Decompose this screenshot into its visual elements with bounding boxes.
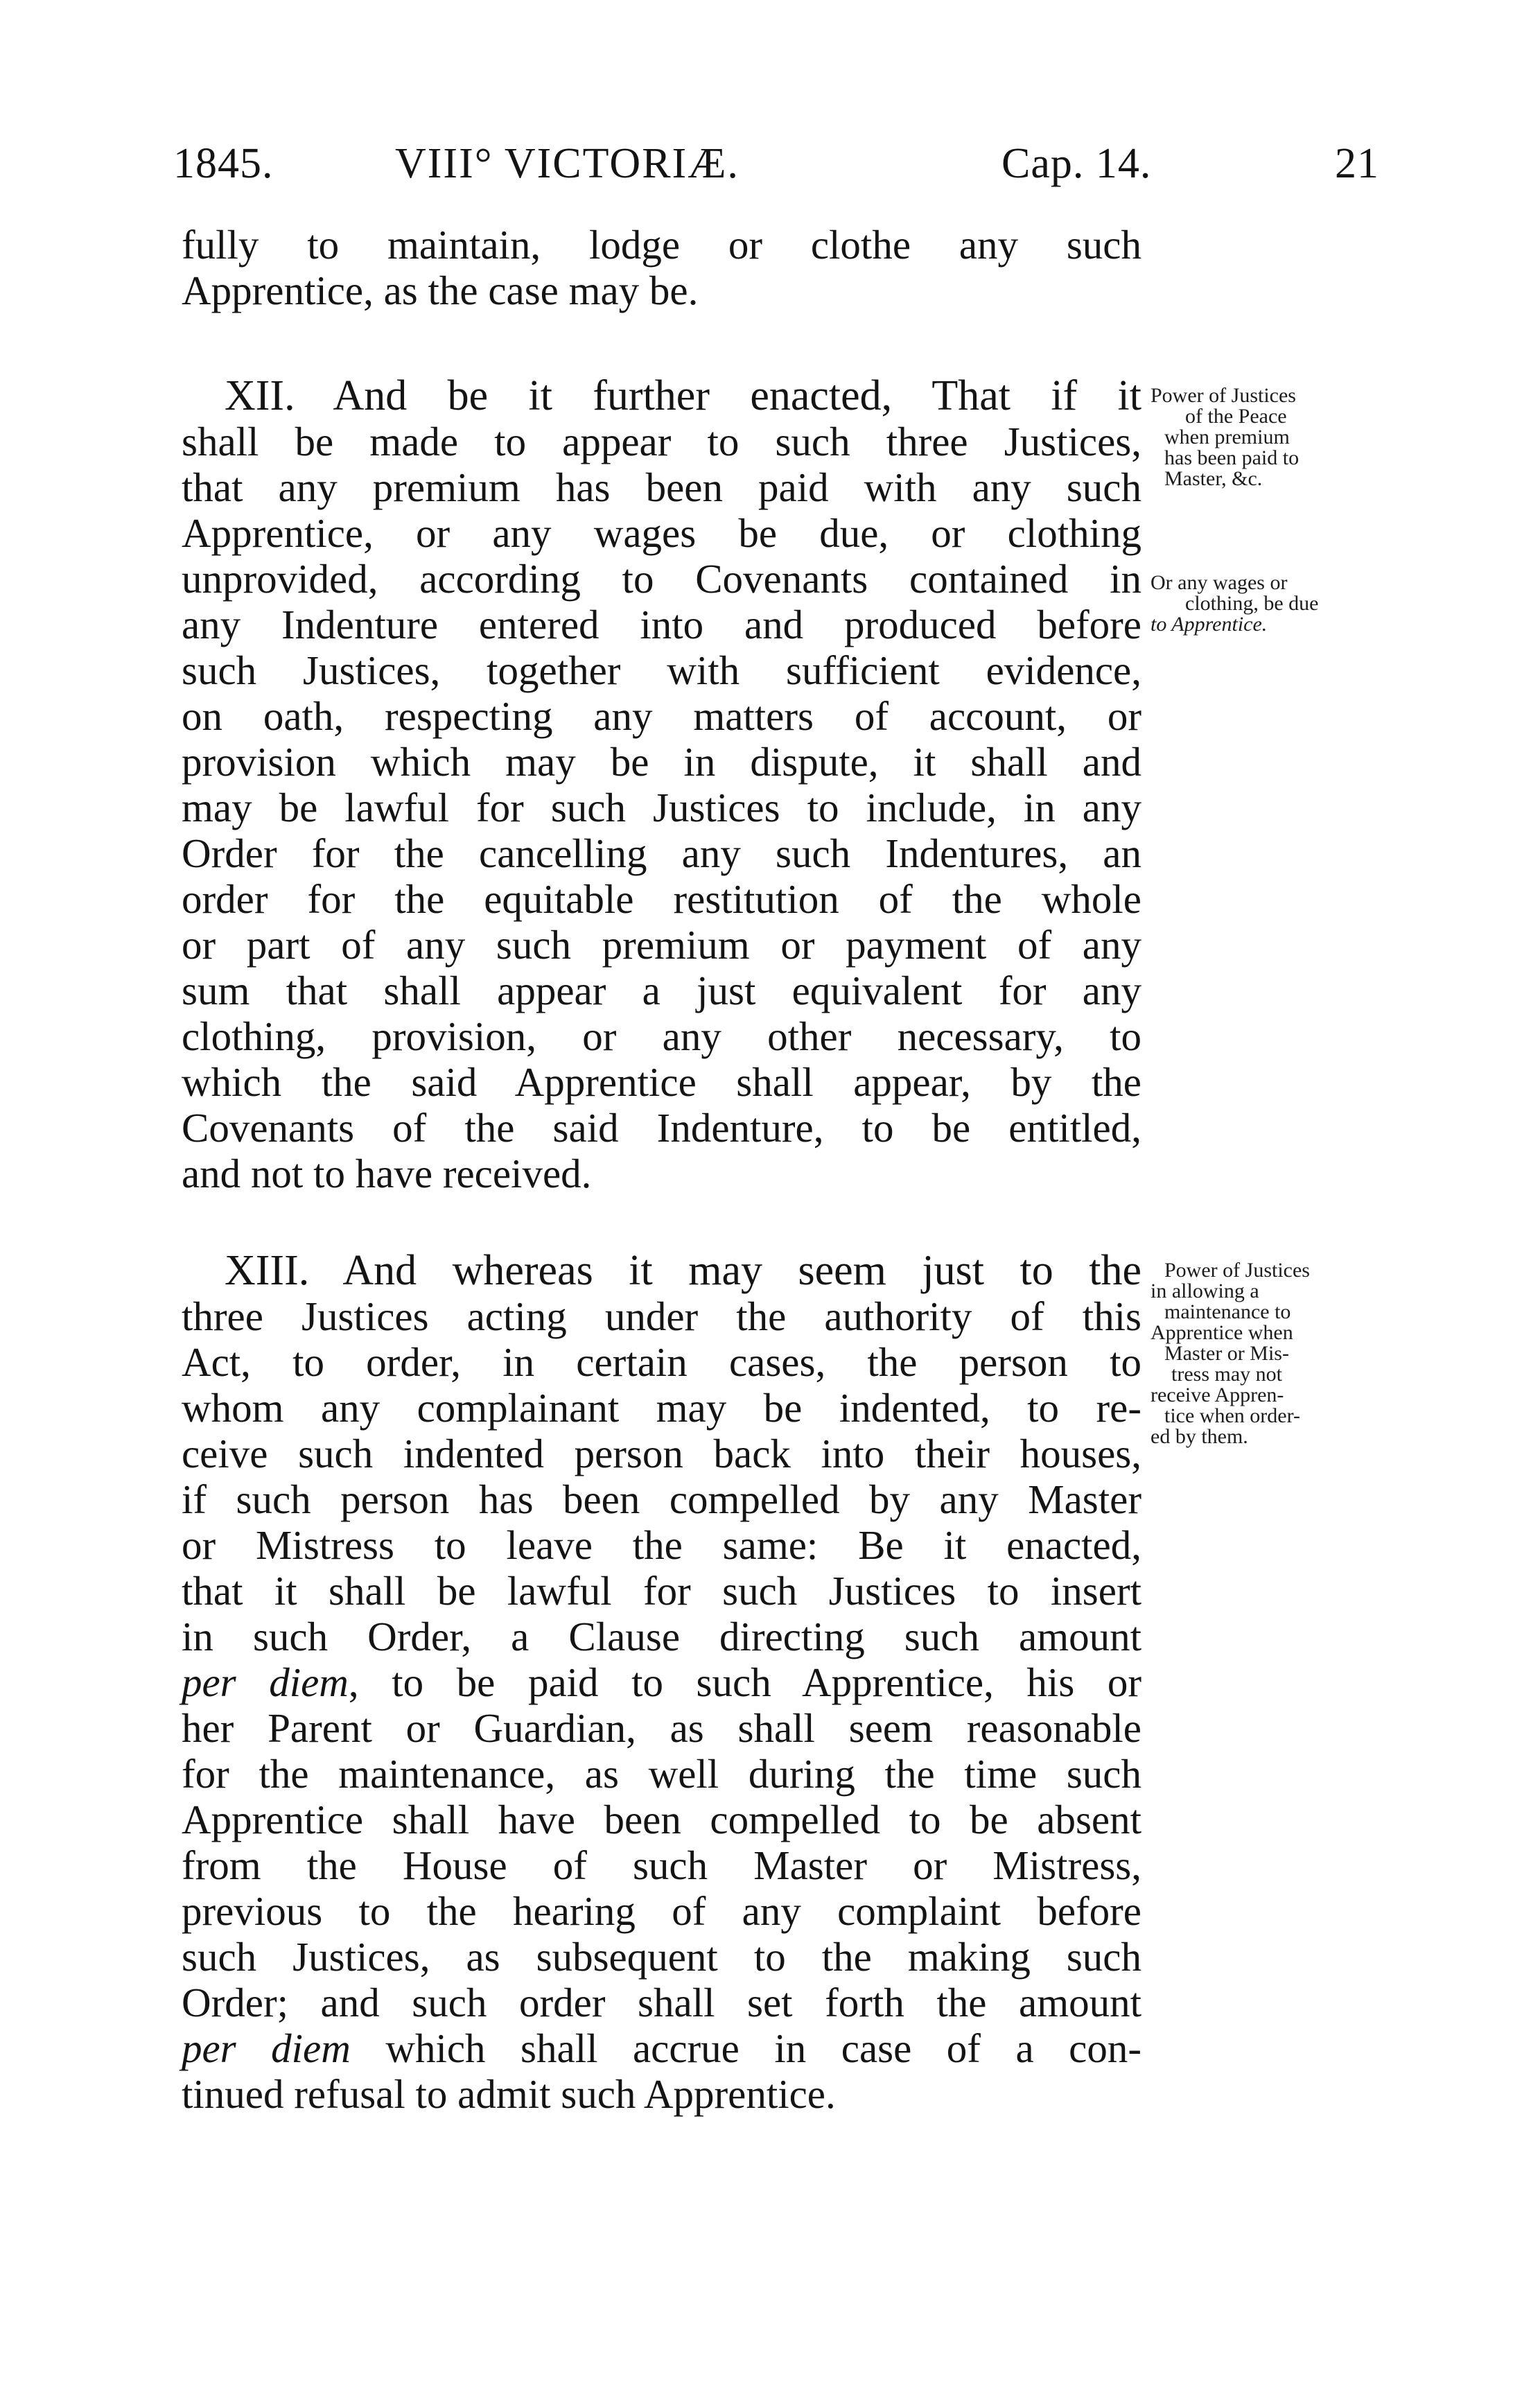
text-line: Apprentice, or any wages be due, or clothing — [182, 510, 1141, 556]
text-line: and not to have received. — [182, 1151, 592, 1196]
section-heading-line: XII. And be it further enacted, That if it — [225, 372, 1141, 419]
text-line: that any premium has been paid with any such — [182, 464, 1141, 510]
side-note-line: Or any wages or — [1150, 571, 1288, 594]
text-line: that it shall be lawful for such Justices to insert — [182, 1568, 1141, 1614]
side-note-line: clothing, be due — [1185, 592, 1319, 615]
text-line: Act, to order, in certain cases, the person to — [182, 1339, 1141, 1385]
italic-phrase: per diem — [182, 2025, 351, 2071]
text-line: on oath, respecting any matters of account, or — [182, 693, 1141, 739]
side-note-line: Apprentice when — [1150, 1321, 1293, 1344]
text-line: Covenants of the said Indenture, to be entitled, — [182, 1105, 1141, 1151]
side-note-line: to Apprentice. — [1150, 613, 1268, 636]
text-line: such Justices, as subsequent to the making such — [182, 1934, 1141, 1980]
text-line: Apprentice, as the case may be. — [182, 268, 699, 313]
text-line: clothing, provision, or any other necessary, to — [182, 1013, 1141, 1059]
text-line: tinued refusal to admit such Apprentice. — [182, 2071, 836, 2117]
text-line-italic: per diem which shall accrue in case of a con- — [182, 2025, 1141, 2071]
side-note-line: in allowing a — [1150, 1280, 1259, 1302]
side-note-power-of-justices-maintenance — [1150, 1260, 1358, 1447]
side-note-line: Power of Justices — [1150, 384, 1296, 407]
side-note-line: when premium — [1164, 426, 1290, 448]
text-line: previous to the hearing of any complaint before — [182, 1888, 1141, 1934]
side-note-line: maintenance to — [1164, 1300, 1291, 1323]
text-line: Order; and such order shall set forth the amount — [182, 1980, 1141, 2025]
text-line: sum that shall appear a just equivalent for any — [182, 968, 1141, 1013]
side-note-line: Power of Justices — [1164, 1259, 1310, 1282]
text-line-italic: per diem, to be paid to such Apprentice, his or — [182, 1659, 1141, 1705]
text-line: Apprentice shall have been compelled to be absent — [182, 1797, 1141, 1842]
side-note-wages-or-clothing — [1150, 573, 1358, 635]
text-line: three Justices acting under the authority of this — [182, 1293, 1141, 1339]
side-note-line: receive Appren- — [1150, 1384, 1284, 1406]
running-head-year: 1845. — [173, 140, 274, 187]
side-note-line: of the Peace — [1185, 405, 1287, 428]
carryover-paragraph — [182, 222, 1141, 313]
text-line: provision which may be in dispute, it shall and — [182, 739, 1141, 785]
text-line: any Indenture entered into and produced before — [182, 602, 1141, 647]
side-note-power-of-justices-premium — [1150, 385, 1358, 489]
text-line: her Parent or Guardian, as shall seem reasonable — [182, 1705, 1141, 1751]
text-line: ceive such indented person back into their houses, — [182, 1431, 1141, 1476]
side-note-line: ed by them. — [1150, 1425, 1248, 1448]
running-head-title: VIII° VICTORIÆ. — [395, 140, 740, 187]
text-line: from the House of such Master or Mistress, — [182, 1842, 1141, 1888]
side-note-line: tice when order- — [1164, 1404, 1300, 1427]
italic-phrase: per diem — [182, 1659, 349, 1705]
text-line: or Mistress to leave the same: Be it enacted, — [182, 1522, 1141, 1568]
text-line: which the said Apprentice shall appear, by the — [182, 1059, 1141, 1105]
text-line: in such Order, a Clause directing such amount — [182, 1614, 1141, 1659]
text-line: Order for the cancelling any such Indentures, an — [182, 830, 1141, 876]
running-head — [173, 136, 1379, 191]
text-line: unprovided, according to Covenants contained in — [182, 556, 1141, 602]
text-line: may be lawful for such Justices to include, in any — [182, 785, 1141, 830]
text-line: order for the equitable restitution of the whole — [182, 876, 1141, 922]
section-xii-paragraph — [182, 373, 1141, 1196]
running-head-chapter: Cap. 14. — [1001, 140, 1152, 187]
side-note-line: Master or Mis- — [1164, 1342, 1289, 1365]
side-note-line: Master, &c. — [1164, 467, 1263, 490]
text-line: fully to maintain, lodge or clothe any such — [182, 222, 1141, 268]
text-line: shall be made to appear to such three Justices, — [182, 419, 1141, 464]
text-line: whom any complainant may be indented, to re- — [182, 1385, 1141, 1431]
text-line: for the maintenance, as well during the time such — [182, 1751, 1141, 1797]
text-line: if such person has been compelled by any Master — [182, 1476, 1141, 1522]
side-note-line: tress may not — [1171, 1363, 1282, 1386]
section-xiii-paragraph — [182, 1248, 1141, 2117]
section-heading-line: XIII. And whereas it may seem just to the — [225, 1247, 1141, 1294]
page-number: 21 — [1335, 140, 1379, 187]
text-line: such Justices, together with sufficient evidence, — [182, 647, 1141, 693]
text-line: or part of any such premium or payment of any — [182, 922, 1141, 968]
side-note-line: has been paid to — [1164, 446, 1300, 469]
